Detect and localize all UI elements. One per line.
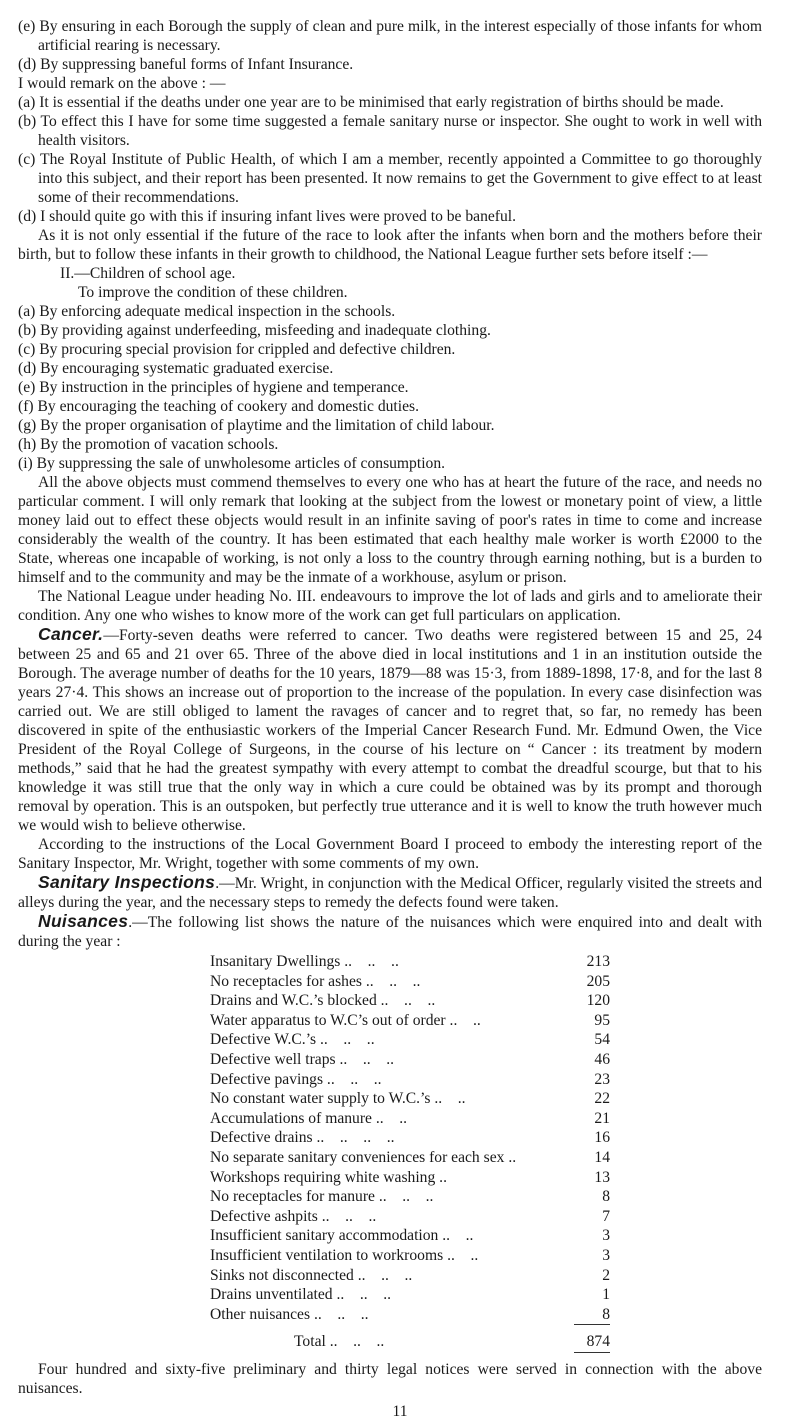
section-heading-children: II.—Children of school age. (60, 265, 236, 282)
nuisance-row (210, 1128, 610, 1148)
nuisance-name: Insanitary Dwellings (210, 953, 341, 970)
nuisance-name: Drains unventilated (210, 1286, 333, 1304)
sanitary-heading: Sanitary Inspections (38, 872, 216, 892)
nuisance-label (210, 1266, 574, 1286)
sanitary-paragraph (18, 873, 762, 912)
nuisance-count: 21 (594, 1109, 610, 1127)
nuisance-count: 3 (602, 1246, 610, 1264)
nuisance-name: Other nuisances (210, 1305, 311, 1323)
nuisance-label (210, 1050, 574, 1070)
sanitary-text: .—Mr. Wright, in conjunction with the Medical Officer, regularly visited the streets and alleys during the year, and the necessary steps to remedy the defects found were taken. (18, 875, 762, 911)
nuisance-count: 54 (594, 1031, 610, 1049)
paragraph-notices: Four hundred and sixty-five preliminary and thirty legal notices were served in connection with the above nuisances. (18, 1360, 762, 1397)
nuisance-label (210, 1207, 574, 1227)
nuisance-count: 205 (586, 972, 610, 990)
page-number: 11 (392, 1402, 408, 1420)
paragraph-national-league: The National League under heading No. III. endeavours to improve the lot of lads and girls and to ameliorate their condition. Any one who wishes to know more of the work can get full particulars on application. (18, 588, 762, 624)
nuisance-list (210, 952, 610, 1357)
nuisance-row (210, 972, 610, 992)
nuisance-row (210, 1070, 610, 1090)
section-item-f: (f) By encouraging the teaching of cookery and domestic duties. (18, 398, 419, 415)
nuisance-label (210, 1168, 574, 1188)
nuisance-count: 213 (586, 953, 610, 970)
nuisance-row (210, 1050, 610, 1070)
total-rule-bottom (210, 1352, 610, 1357)
nuisance-row (210, 1246, 610, 1266)
nuisance-name: Workshops requiring white washing (210, 1168, 436, 1186)
leader-dots: .. .. .. (380, 992, 436, 1010)
rule-line (574, 1324, 610, 1325)
nuisance-label (210, 1070, 574, 1090)
section-item-e: (e) By instruction in the principles of hygiene and temperance. (18, 379, 409, 396)
paragraph-i-e: (e) By ensuring in each Borough the supply of clean and pure milk, in the interest especially of those infants for whom artificial rearing is necessary. (18, 18, 762, 54)
section-item-g: (g) By the proper organisation of playtime and the limitation of child labour. (18, 417, 495, 434)
nuisance-row (210, 1168, 610, 1188)
nuisance-row (210, 1109, 610, 1129)
section-subheading: To improve the condition of these children. (78, 284, 348, 301)
cancer-text: —Forty-seven deaths were referred to cancer. Two deaths were registered between 15 and 25, 24 between 25 and 65 and 21 over 65. Three of the above died in local institutions and 1 in an institution outside the Borough. The average number of deaths for the 10 years, 1879—88 was 15·3, from 1889-1898, 17·8, and for the last 8 years 27·4. This shows an increase out of proportion to the increase of the population. In every case disinfection was carried out. We are still obliged to lament the ravages of cancer and to regret that, so far, no remedy has been discovered in spite of the enthusiastic workers of the Imperial Cancer Research Fund. Mr. Edmund Owen, the Vice President of the Royal College of Surgeons, in the course of his lecture on “ Cancer : its treatment by modern methods,” said that he had the greatest sympathy with every attempt to combat the dreadful scourge, but that to his knowledge it was still true that the only way in which a cure could be obtained was by its prompt and thorough removal by operation. This is an outspoken, but perfectly true utterance and it is well to know the truth however much we would wish to believe otherwise. (18, 627, 762, 834)
nuisance-row (210, 1226, 610, 1246)
section-item-h: (h) By the promotion of vacation schools. (18, 436, 279, 453)
remark-c: (c) The Royal Institute of Public Health, of which I am a member, recently appointed a Committee to go thoroughly into this subject, and their report has been presented. It now remains to get the Government to give effect to at least some of their recommendations. (18, 151, 762, 206)
leader-dots: .. .. .. (365, 972, 421, 990)
nuisance-name: Sinks not disconnected (210, 1266, 354, 1284)
remark-d: (d) I should quite go with this if insuring infant lives were proved to be baneful. (18, 208, 517, 225)
nuisances-heading: Nuisances (38, 911, 129, 931)
total-rule-top (210, 1324, 610, 1329)
section-item-b: (b) By providing against underfeeding, misfeeding and inadequate clothing. (18, 322, 491, 339)
nuisance-count: 120 (586, 992, 610, 1010)
nuisance-name: Defective ashpits (210, 1207, 318, 1225)
nuisance-name: Defective pavings (210, 1070, 324, 1088)
nuisance-count: 16 (594, 1129, 610, 1147)
leader-dots: .. .. .. (339, 1050, 395, 1068)
nuisance-count: 13 (594, 1168, 610, 1186)
nuisance-label (210, 1011, 574, 1031)
leader-dots: .. .. .. (378, 1188, 434, 1206)
paragraph-all-the-above: All the above objects must commend themselves to every one who has at heart the future of the race, and needs no particular comment. I will only remark that looking at the subject from the lowest or monetary point of view, a little money laid out to effect these objects would result in an infinite saving of poor's rates in time to come and increase considerably the wealth of the country. It has been estimated that each healthy male worker is worth £2000 to the State, whereas one incapable of working, is not only a loss to the country through earning nothing, but is a burden to himself and to the community and may be the inmate of a workhouse, asylum or prison. (18, 474, 762, 586)
nuisance-count: 95 (594, 1011, 610, 1029)
leader-dots: .. (439, 1168, 447, 1186)
nuisance-name: No receptacles for manure (210, 1188, 375, 1206)
nuisance-label (210, 1089, 574, 1109)
section-item-c: (c) By procuring special provision for crippled and defective children. (18, 341, 456, 358)
nuisance-count: 14 (594, 1148, 610, 1166)
nuisance-name: Insufficient ventilation to workrooms (210, 1246, 444, 1264)
paragraph-according: According to the instructions of the Local Government Board I proceed to embody the interesting report of the Sanitary Inspector, Mr. Wright, together with some comments of my own. (18, 836, 762, 872)
nuisance-count: 7 (602, 1207, 610, 1225)
section-item-d: (d) By encouraging systematic graduated exercise. (18, 360, 334, 377)
nuisance-name: No separate sanitary conveniences for each sex (210, 1148, 505, 1166)
nuisance-count: 46 (594, 1050, 610, 1068)
nuisance-label (210, 991, 574, 1011)
cancer-heading: Cancer. (38, 624, 104, 644)
paragraph-remark: I would remark on the above : — (18, 75, 226, 92)
nuisance-label (210, 1246, 574, 1266)
nuisance-row (210, 1305, 610, 1325)
nuisance-label (210, 1305, 574, 1325)
leader-dots: .. .. .. (326, 1070, 382, 1088)
nuisance-name: Defective well traps (210, 1050, 336, 1068)
nuisance-count: 22 (594, 1090, 610, 1108)
nuisance-name: Water apparatus to W.C’s out of order (210, 1011, 446, 1029)
nuisance-row (210, 1148, 610, 1168)
nuisance-count: 23 (594, 1070, 610, 1088)
leader-dots: .. .. .. (321, 1207, 377, 1225)
nuisance-label (210, 972, 574, 992)
leader-dots: .. .. .. (357, 1266, 413, 1284)
total-text: Total (294, 1333, 326, 1351)
nuisances-paragraph (18, 912, 762, 951)
nuisance-name: Defective W.C.’s (210, 1031, 317, 1049)
nuisances-intro: .—The following list shows the nature of the nuisances which were enquired into and dealt with during the year : (18, 914, 762, 950)
nuisance-label (210, 1148, 574, 1168)
leader-dots: .. .. .. (329, 1333, 385, 1351)
nuisance-label (210, 1285, 574, 1305)
total-value: 874 (586, 1333, 610, 1351)
nuisance-row (210, 1266, 610, 1286)
section-item-i: (i) By suppressing the sale of unwholesome articles of consumption. (18, 455, 446, 472)
nuisance-row (210, 1285, 610, 1305)
nuisance-count: 3 (602, 1227, 610, 1245)
nuisance-row (210, 1011, 610, 1031)
leader-dots: .. .. .. (336, 1286, 392, 1304)
paragraph-as-it-is: As it is not only essential if the future of the race to look after the infants when born and the mothers before their birth, but to follow these infants in their growth to childhood, the National League further sets before itself :— (18, 227, 762, 263)
nuisance-count: 8 (602, 1305, 610, 1323)
nuisance-label (210, 1109, 574, 1129)
nuisance-label (210, 1030, 574, 1050)
cancer-paragraph (18, 625, 762, 835)
section-item-a: (a) By enforcing adequate medical inspection in the schools. (18, 303, 396, 320)
nuisance-name: No constant water supply to W.C.’s (210, 1090, 431, 1108)
nuisance-name: Defective drains (210, 1129, 313, 1147)
rule-line (574, 1352, 610, 1353)
leader-dots: .. (508, 1148, 517, 1166)
nuisance-name: Insufficient sanitary accommodation (210, 1227, 439, 1245)
leader-dots: .. .. (442, 1227, 474, 1245)
leader-dots: .. .. (434, 1090, 466, 1108)
nuisance-label (210, 1187, 574, 1207)
paragraph-i-d: (d) By suppressing baneful forms of Infant Insurance. (18, 56, 354, 73)
nuisance-label (210, 1128, 574, 1148)
nuisance-row (210, 1187, 610, 1207)
nuisance-label (210, 952, 574, 972)
leader-dots: .. .. .. (320, 1031, 375, 1049)
nuisance-row (210, 952, 610, 972)
nuisance-label (210, 1226, 574, 1246)
nuisance-count: 2 (602, 1266, 610, 1284)
nuisance-name: Drains and W.C.’s blocked (210, 992, 377, 1010)
leader-dots: .. .. .. .. (316, 1129, 395, 1147)
nuisance-row (210, 1089, 610, 1109)
leader-dots: .. .. .. (344, 953, 399, 970)
leader-dots: .. .. .. (313, 1305, 369, 1323)
leader-dots: .. .. (375, 1109, 408, 1127)
nuisance-count: 1 (602, 1286, 610, 1304)
leader-dots: .. .. (449, 1011, 481, 1029)
remark-b: (b) To effect this I have for some time suggested a female sanitary nurse or inspector. She ought to work in well with health visitors. (18, 113, 762, 149)
leader-dots: .. .. (447, 1246, 479, 1264)
nuisance-name: No receptacles for ashes (210, 972, 362, 990)
nuisance-count: 8 (602, 1188, 610, 1206)
nuisance-row (210, 991, 610, 1011)
remark-a: (a) It is essential if the deaths under one year are to be minimised that early registration of births should be made. (18, 94, 724, 111)
nuisance-row (210, 1030, 610, 1050)
nuisance-name: Accumulations of manure (210, 1109, 372, 1127)
nuisance-row (210, 1207, 610, 1227)
